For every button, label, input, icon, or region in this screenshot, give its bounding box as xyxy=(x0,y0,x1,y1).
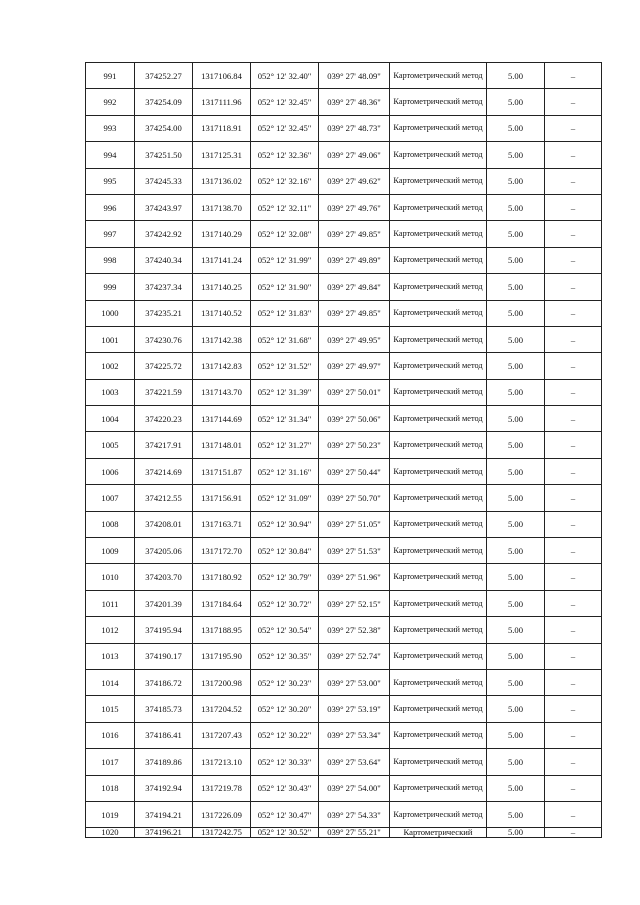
latitude-cell: 052° 12' 31.34" xyxy=(251,406,319,432)
accuracy-cell: 5.00 xyxy=(487,247,545,273)
point-number-cell: 992 xyxy=(86,89,135,115)
method-cell: Картометрический метод xyxy=(390,300,487,326)
table-row xyxy=(86,247,602,273)
method-cell: Картометрический метод xyxy=(390,432,487,458)
note-cell: – xyxy=(545,142,602,168)
longitude-cell: 039° 27' 53.00" xyxy=(319,669,390,695)
accuracy-cell: 5.00 xyxy=(487,300,545,326)
coordinates-table xyxy=(85,62,602,838)
y-coordinate-cell: 1317118.91 xyxy=(193,115,251,141)
longitude-cell: 039° 27' 49.06" xyxy=(319,142,390,168)
accuracy-cell: 5.00 xyxy=(487,696,545,722)
y-coordinate-cell: 1317148.01 xyxy=(193,432,251,458)
note-cell: – xyxy=(545,326,602,352)
y-coordinate-cell: 1317142.38 xyxy=(193,326,251,352)
note-cell: – xyxy=(545,221,602,247)
table-row xyxy=(86,353,602,379)
accuracy-cell: 5.00 xyxy=(487,722,545,748)
table-row xyxy=(86,538,602,564)
accuracy-cell: 5.00 xyxy=(487,485,545,511)
method-cell: Картометрический метод xyxy=(390,511,487,537)
note-cell: – xyxy=(545,643,602,669)
point-number-cell: 1015 xyxy=(86,696,135,722)
y-coordinate-cell: 1317106.84 xyxy=(193,63,251,89)
longitude-cell: 039° 27' 50.01" xyxy=(319,379,390,405)
longitude-cell: 039° 27' 51.96" xyxy=(319,564,390,590)
point-number-cell: 994 xyxy=(86,142,135,168)
longitude-cell: 039° 27' 54.00" xyxy=(319,775,390,801)
point-number-cell: 1011 xyxy=(86,590,135,616)
note-cell: – xyxy=(545,353,602,379)
latitude-cell: 052° 12' 32.45" xyxy=(251,115,319,141)
longitude-cell: 039° 27' 49.89" xyxy=(319,247,390,273)
point-number-cell: 995 xyxy=(86,168,135,194)
point-number-cell: 1008 xyxy=(86,511,135,537)
latitude-cell: 052° 12' 31.99" xyxy=(251,247,319,273)
latitude-cell: 052° 12' 30.94" xyxy=(251,511,319,537)
latitude-cell: 052° 12' 30.84" xyxy=(251,538,319,564)
table-row xyxy=(86,168,602,194)
point-number-cell: 991 xyxy=(86,63,135,89)
x-coordinate-cell: 374203.70 xyxy=(135,564,193,590)
point-number-cell: 1020 xyxy=(86,828,135,838)
method-cell: Картометрический метод xyxy=(390,63,487,89)
latitude-cell: 052° 12' 32.16" xyxy=(251,168,319,194)
method-cell: Картометрический метод xyxy=(390,617,487,643)
y-coordinate-cell: 1317156.91 xyxy=(193,485,251,511)
table-row xyxy=(86,194,602,220)
latitude-cell: 052° 12' 31.39" xyxy=(251,379,319,405)
x-coordinate-cell: 374186.72 xyxy=(135,669,193,695)
table-row xyxy=(86,669,602,695)
method-cell: Картометрический метод xyxy=(390,194,487,220)
latitude-cell: 052° 12' 31.27" xyxy=(251,432,319,458)
accuracy-cell: 5.00 xyxy=(487,617,545,643)
method-cell: Картометрический xyxy=(390,828,487,838)
table-row xyxy=(86,142,602,168)
y-coordinate-cell: 1317180.92 xyxy=(193,564,251,590)
latitude-cell: 052° 12' 30.43" xyxy=(251,775,319,801)
method-cell: Картометрический метод xyxy=(390,669,487,695)
point-number-cell: 999 xyxy=(86,274,135,300)
accuracy-cell: 5.00 xyxy=(487,379,545,405)
accuracy-cell: 5.00 xyxy=(487,63,545,89)
longitude-cell: 039° 27' 49.76" xyxy=(319,194,390,220)
accuracy-cell: 5.00 xyxy=(487,89,545,115)
longitude-cell: 039° 27' 55.21" xyxy=(319,828,390,838)
latitude-cell: 052° 12' 31.83" xyxy=(251,300,319,326)
x-coordinate-cell: 374242.92 xyxy=(135,221,193,247)
table-row xyxy=(86,590,602,616)
table-row xyxy=(86,63,602,89)
latitude-cell: 052° 12' 30.47" xyxy=(251,801,319,827)
method-cell: Картометрический метод xyxy=(390,485,487,511)
latitude-cell: 052° 12' 31.52" xyxy=(251,353,319,379)
method-cell: Картометрический метод xyxy=(390,115,487,141)
table-row xyxy=(86,749,602,775)
y-coordinate-cell: 1317219.78 xyxy=(193,775,251,801)
note-cell: – xyxy=(545,406,602,432)
longitude-cell: 039° 27' 54.33" xyxy=(319,801,390,827)
table-row xyxy=(86,221,602,247)
table-row xyxy=(86,485,602,511)
table-row xyxy=(86,89,602,115)
latitude-cell: 052° 12' 30.22" xyxy=(251,722,319,748)
accuracy-cell: 5.00 xyxy=(487,511,545,537)
y-coordinate-cell: 1317207.43 xyxy=(193,722,251,748)
method-cell: Картометрический метод xyxy=(390,538,487,564)
note-cell: – xyxy=(545,722,602,748)
note-cell: – xyxy=(545,63,602,89)
longitude-cell: 039° 27' 52.15" xyxy=(319,590,390,616)
x-coordinate-cell: 374192.94 xyxy=(135,775,193,801)
method-cell: Картометрический метод xyxy=(390,458,487,484)
method-cell: Картометрический метод xyxy=(390,749,487,775)
x-coordinate-cell: 374225.72 xyxy=(135,353,193,379)
method-cell: Картометрический метод xyxy=(390,696,487,722)
longitude-cell: 039° 27' 52.74" xyxy=(319,643,390,669)
point-number-cell: 993 xyxy=(86,115,135,141)
x-coordinate-cell: 374194.21 xyxy=(135,801,193,827)
y-coordinate-cell: 1317242.75 xyxy=(193,828,251,838)
x-coordinate-cell: 374190.17 xyxy=(135,643,193,669)
note-cell: – xyxy=(545,300,602,326)
x-coordinate-cell: 374230.76 xyxy=(135,326,193,352)
table-row xyxy=(86,696,602,722)
longitude-cell: 039° 27' 52.38" xyxy=(319,617,390,643)
note-cell: – xyxy=(545,828,602,838)
accuracy-cell: 5.00 xyxy=(487,142,545,168)
longitude-cell: 039° 27' 50.06" xyxy=(319,406,390,432)
method-cell: Картометрический метод xyxy=(390,221,487,247)
method-cell: Картометрический метод xyxy=(390,89,487,115)
x-coordinate-cell: 374208.01 xyxy=(135,511,193,537)
latitude-cell: 052° 12' 32.36" xyxy=(251,142,319,168)
table-row xyxy=(86,274,602,300)
method-cell: Картометрический метод xyxy=(390,590,487,616)
y-coordinate-cell: 1317111.96 xyxy=(193,89,251,115)
point-number-cell: 1017 xyxy=(86,749,135,775)
note-cell: – xyxy=(545,749,602,775)
point-number-cell: 1002 xyxy=(86,353,135,379)
point-number-cell: 1010 xyxy=(86,564,135,590)
note-cell: – xyxy=(545,115,602,141)
accuracy-cell: 5.00 xyxy=(487,326,545,352)
x-coordinate-cell: 374186.41 xyxy=(135,722,193,748)
method-cell: Картометрический метод xyxy=(390,801,487,827)
x-coordinate-cell: 374243.97 xyxy=(135,194,193,220)
x-coordinate-cell: 374254.09 xyxy=(135,89,193,115)
y-coordinate-cell: 1317136.02 xyxy=(193,168,251,194)
longitude-cell: 039° 27' 51.53" xyxy=(319,538,390,564)
y-coordinate-cell: 1317140.52 xyxy=(193,300,251,326)
note-cell: – xyxy=(545,564,602,590)
note-cell: – xyxy=(545,511,602,537)
y-coordinate-cell: 1317200.98 xyxy=(193,669,251,695)
table-row xyxy=(86,300,602,326)
accuracy-cell: 5.00 xyxy=(487,406,545,432)
note-cell: – xyxy=(545,89,602,115)
longitude-cell: 039° 27' 50.70" xyxy=(319,485,390,511)
longitude-cell: 039° 27' 49.97" xyxy=(319,353,390,379)
point-number-cell: 1006 xyxy=(86,458,135,484)
note-cell: – xyxy=(545,538,602,564)
y-coordinate-cell: 1317184.64 xyxy=(193,590,251,616)
x-coordinate-cell: 374254.00 xyxy=(135,115,193,141)
table-row xyxy=(86,432,602,458)
method-cell: Картометрический метод xyxy=(390,775,487,801)
point-number-cell: 996 xyxy=(86,194,135,220)
accuracy-cell: 5.00 xyxy=(487,221,545,247)
note-cell: – xyxy=(545,458,602,484)
x-coordinate-cell: 374240.34 xyxy=(135,247,193,273)
accuracy-cell: 5.00 xyxy=(487,458,545,484)
longitude-cell: 039° 27' 50.44" xyxy=(319,458,390,484)
note-cell: – xyxy=(545,590,602,616)
method-cell: Картометрический метод xyxy=(390,247,487,273)
latitude-cell: 052° 12' 32.11" xyxy=(251,194,319,220)
method-cell: Картометрический метод xyxy=(390,142,487,168)
y-coordinate-cell: 1317144.69 xyxy=(193,406,251,432)
longitude-cell: 039° 27' 49.62" xyxy=(319,168,390,194)
table-row xyxy=(86,564,602,590)
accuracy-cell: 5.00 xyxy=(487,353,545,379)
x-coordinate-cell: 374235.21 xyxy=(135,300,193,326)
y-coordinate-cell: 1317172.70 xyxy=(193,538,251,564)
x-coordinate-cell: 374214.69 xyxy=(135,458,193,484)
longitude-cell: 039° 27' 53.19" xyxy=(319,696,390,722)
table-row xyxy=(86,115,602,141)
accuracy-cell: 5.00 xyxy=(487,801,545,827)
point-number-cell: 1004 xyxy=(86,406,135,432)
latitude-cell: 052° 12' 30.33" xyxy=(251,749,319,775)
point-number-cell: 1018 xyxy=(86,775,135,801)
note-cell: – xyxy=(545,485,602,511)
longitude-cell: 039° 27' 49.95" xyxy=(319,326,390,352)
longitude-cell: 039° 27' 53.64" xyxy=(319,749,390,775)
accuracy-cell: 5.00 xyxy=(487,194,545,220)
table-row xyxy=(86,722,602,748)
note-cell: – xyxy=(545,669,602,695)
x-coordinate-cell: 374201.39 xyxy=(135,590,193,616)
note-cell: – xyxy=(545,379,602,405)
method-cell: Картометрический метод xyxy=(390,406,487,432)
point-number-cell: 1000 xyxy=(86,300,135,326)
note-cell: – xyxy=(545,194,602,220)
longitude-cell: 039° 27' 48.73" xyxy=(319,115,390,141)
latitude-cell: 052° 12' 31.90" xyxy=(251,274,319,300)
note-cell: – xyxy=(545,168,602,194)
latitude-cell: 052° 12' 31.16" xyxy=(251,458,319,484)
longitude-cell: 039° 27' 48.09" xyxy=(319,63,390,89)
longitude-cell: 039° 27' 49.84" xyxy=(319,274,390,300)
y-coordinate-cell: 1317140.25 xyxy=(193,274,251,300)
table-row xyxy=(86,801,602,827)
point-number-cell: 1001 xyxy=(86,326,135,352)
y-coordinate-cell: 1317140.29 xyxy=(193,221,251,247)
y-coordinate-cell: 1317125.31 xyxy=(193,142,251,168)
table-row xyxy=(86,617,602,643)
point-number-cell: 1009 xyxy=(86,538,135,564)
table-row xyxy=(86,828,602,838)
latitude-cell: 052° 12' 32.45" xyxy=(251,89,319,115)
y-coordinate-cell: 1317195.90 xyxy=(193,643,251,669)
x-coordinate-cell: 374196.21 xyxy=(135,828,193,838)
point-number-cell: 1016 xyxy=(86,722,135,748)
method-cell: Картометрический метод xyxy=(390,722,487,748)
x-coordinate-cell: 374185.73 xyxy=(135,696,193,722)
x-coordinate-cell: 374189.86 xyxy=(135,749,193,775)
point-number-cell: 1007 xyxy=(86,485,135,511)
method-cell: Картометрический метод xyxy=(390,564,487,590)
note-cell: – xyxy=(545,801,602,827)
latitude-cell: 052° 12' 32.08" xyxy=(251,221,319,247)
x-coordinate-cell: 374205.06 xyxy=(135,538,193,564)
latitude-cell: 052° 12' 30.54" xyxy=(251,617,319,643)
note-cell: – xyxy=(545,775,602,801)
y-coordinate-cell: 1317163.71 xyxy=(193,511,251,537)
x-coordinate-cell: 374237.34 xyxy=(135,274,193,300)
latitude-cell: 052° 12' 30.72" xyxy=(251,590,319,616)
y-coordinate-cell: 1317226.09 xyxy=(193,801,251,827)
y-coordinate-cell: 1317151.87 xyxy=(193,458,251,484)
point-number-cell: 1003 xyxy=(86,379,135,405)
latitude-cell: 052° 12' 31.09" xyxy=(251,485,319,511)
table-row xyxy=(86,511,602,537)
note-cell: – xyxy=(545,696,602,722)
x-coordinate-cell: 374217.91 xyxy=(135,432,193,458)
y-coordinate-cell: 1317141.24 xyxy=(193,247,251,273)
y-coordinate-cell: 1317213.10 xyxy=(193,749,251,775)
point-number-cell: 1012 xyxy=(86,617,135,643)
point-number-cell: 998 xyxy=(86,247,135,273)
longitude-cell: 039° 27' 50.23" xyxy=(319,432,390,458)
y-coordinate-cell: 1317138.70 xyxy=(193,194,251,220)
note-cell: – xyxy=(545,432,602,458)
method-cell: Картометрический метод xyxy=(390,353,487,379)
latitude-cell: 052° 12' 30.35" xyxy=(251,643,319,669)
latitude-cell: 052° 12' 32.40" xyxy=(251,63,319,89)
table-row xyxy=(86,643,602,669)
point-number-cell: 997 xyxy=(86,221,135,247)
accuracy-cell: 5.00 xyxy=(487,643,545,669)
y-coordinate-cell: 1317142.83 xyxy=(193,353,251,379)
point-number-cell: 1019 xyxy=(86,801,135,827)
latitude-cell: 052° 12' 30.52" xyxy=(251,828,319,838)
x-coordinate-cell: 374245.33 xyxy=(135,168,193,194)
table-row xyxy=(86,326,602,352)
accuracy-cell: 5.00 xyxy=(487,168,545,194)
accuracy-cell: 5.00 xyxy=(487,590,545,616)
method-cell: Картометрический метод xyxy=(390,168,487,194)
accuracy-cell: 5.00 xyxy=(487,669,545,695)
point-number-cell: 1013 xyxy=(86,643,135,669)
accuracy-cell: 5.00 xyxy=(487,564,545,590)
longitude-cell: 039° 27' 51.05" xyxy=(319,511,390,537)
longitude-cell: 039° 27' 48.36" xyxy=(319,89,390,115)
y-coordinate-cell: 1317143.70 xyxy=(193,379,251,405)
method-cell: Картометрический метод xyxy=(390,643,487,669)
note-cell: – xyxy=(545,617,602,643)
y-coordinate-cell: 1317204.52 xyxy=(193,696,251,722)
table-row xyxy=(86,406,602,432)
x-coordinate-cell: 374195.94 xyxy=(135,617,193,643)
latitude-cell: 052° 12' 30.23" xyxy=(251,669,319,695)
longitude-cell: 039° 27' 49.85" xyxy=(319,221,390,247)
table-row xyxy=(86,458,602,484)
x-coordinate-cell: 374220.23 xyxy=(135,406,193,432)
table-row xyxy=(86,775,602,801)
note-cell: – xyxy=(545,274,602,300)
y-coordinate-cell: 1317188.95 xyxy=(193,617,251,643)
x-coordinate-cell: 374251.50 xyxy=(135,142,193,168)
x-coordinate-cell: 374221.59 xyxy=(135,379,193,405)
x-coordinate-cell: 374252.27 xyxy=(135,63,193,89)
method-cell: Картометрический метод xyxy=(390,326,487,352)
latitude-cell: 052° 12' 30.79" xyxy=(251,564,319,590)
longitude-cell: 039° 27' 53.34" xyxy=(319,722,390,748)
method-cell: Картометрический метод xyxy=(390,379,487,405)
accuracy-cell: 5.00 xyxy=(487,274,545,300)
x-coordinate-cell: 374212.55 xyxy=(135,485,193,511)
table-row xyxy=(86,379,602,405)
longitude-cell: 039° 27' 49.85" xyxy=(319,300,390,326)
accuracy-cell: 5.00 xyxy=(487,749,545,775)
point-number-cell: 1014 xyxy=(86,669,135,695)
accuracy-cell: 5.00 xyxy=(487,115,545,141)
note-cell: – xyxy=(545,247,602,273)
accuracy-cell: 5.00 xyxy=(487,538,545,564)
latitude-cell: 052° 12' 30.20" xyxy=(251,696,319,722)
accuracy-cell: 5.00 xyxy=(487,432,545,458)
method-cell: Картометрический метод xyxy=(390,274,487,300)
accuracy-cell: 5.00 xyxy=(487,775,545,801)
accuracy-cell: 5.00 xyxy=(487,828,545,838)
point-number-cell: 1005 xyxy=(86,432,135,458)
latitude-cell: 052° 12' 31.68" xyxy=(251,326,319,352)
